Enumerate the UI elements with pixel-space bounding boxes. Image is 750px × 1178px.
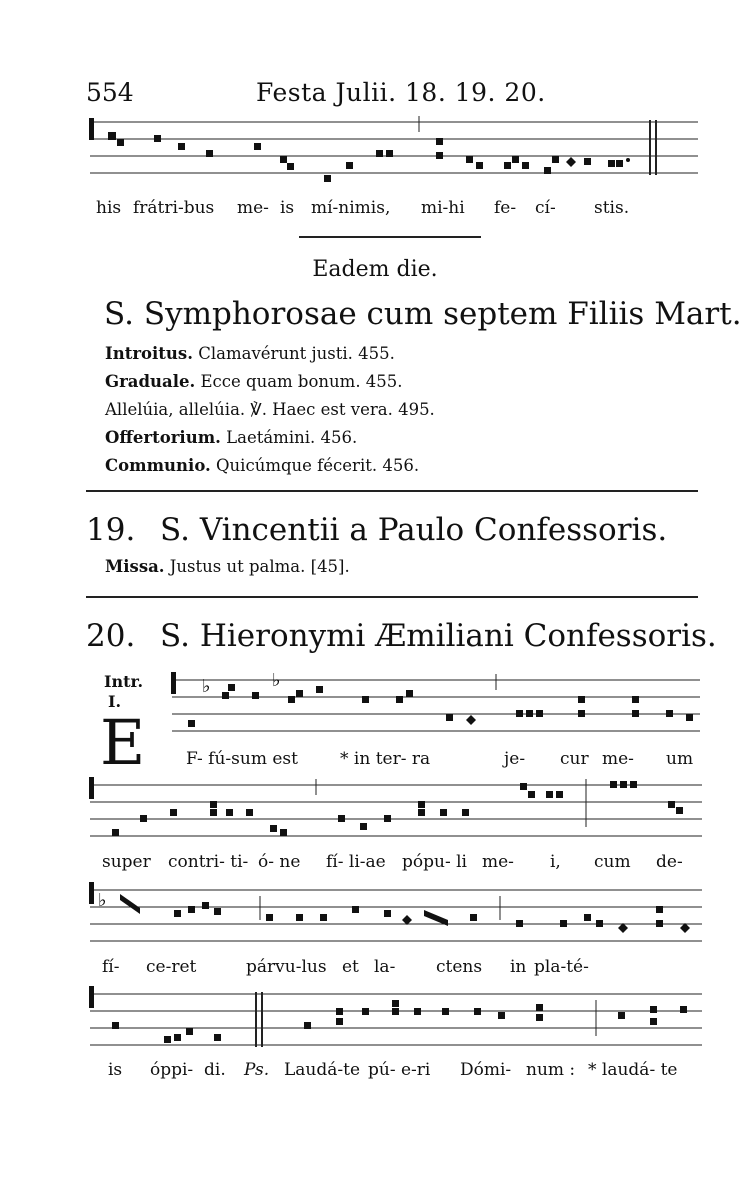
feast-20-title: S. Hieronymi Æmiliani Confessoris.	[160, 618, 717, 654]
syllable: óppi-	[150, 1060, 194, 1080]
syllable: his	[96, 198, 122, 218]
feast-19-number: 19.	[86, 512, 136, 548]
syllable: je-	[504, 749, 526, 769]
syllable: mi-hi	[421, 198, 465, 218]
syllable: pópu- li	[402, 852, 467, 872]
chant-staff-3	[84, 775, 708, 849]
syllable: ce-ret	[146, 957, 197, 977]
proper-missa: Missa. Justus ut palma. [45].	[105, 557, 350, 576]
proper-alleluia: Allelúia, allelúia. ℣. Haec est vera. 495.	[105, 400, 435, 419]
section-divider	[86, 490, 698, 492]
introit-label: Intr.	[104, 672, 144, 691]
syllable: um	[666, 749, 694, 769]
chant-staff-5	[84, 984, 708, 1058]
c-clef-icon	[171, 672, 176, 694]
c-clef-icon	[89, 777, 94, 799]
syllable: Dómi-	[460, 1060, 512, 1080]
section-heading: Eadem die.	[312, 257, 438, 282]
syllable: me-	[237, 198, 269, 218]
chant-staff-top	[84, 112, 704, 192]
flat-icon: ♭	[98, 890, 107, 911]
syllable: fí-	[102, 957, 120, 977]
syllable: i,	[550, 852, 561, 872]
running-title: Festa Julii. 18. 19. 20.	[256, 78, 546, 107]
psalm-label: Ps.	[244, 1060, 270, 1080]
drop-initial: E	[100, 706, 146, 779]
syllable: me-	[482, 852, 514, 872]
syllable: fe-	[494, 198, 517, 218]
syllable: stis.	[594, 198, 630, 218]
syllable: pla-té-	[534, 957, 589, 977]
c-clef-icon	[89, 986, 94, 1008]
proper-communio: Communio. Quicúmque fécerit. 456.	[105, 456, 420, 475]
flat-icon: ♭	[202, 676, 211, 697]
feast-19-title: S. Vincentii a Paulo Confessoris.	[160, 512, 668, 548]
syllable: me-	[602, 749, 634, 769]
flat-icon: ♭	[272, 670, 281, 691]
syllable: super	[102, 852, 151, 872]
syllable: et	[342, 957, 359, 977]
syllable: pú- e-ri	[368, 1060, 431, 1080]
syllable: párvu-lus	[246, 957, 327, 977]
syllable: fí- li-ae	[326, 852, 386, 872]
syllable: is	[108, 1060, 123, 1080]
page-number: 554	[86, 78, 134, 107]
chant-staff-4	[84, 880, 708, 954]
syllable: de-	[656, 852, 683, 872]
syllable: ctens	[436, 957, 483, 977]
proper-offertorium: Offertorium. Laetámini. 456.	[105, 428, 358, 447]
syllable: cí-	[535, 198, 556, 218]
proper-introitus: Introitus. Clamavérunt justi. 455.	[105, 344, 395, 363]
syllable: cum	[594, 852, 631, 872]
syllable: is	[280, 198, 295, 218]
section-divider	[86, 596, 698, 598]
short-divider	[299, 236, 481, 238]
syllable: contri- ti-	[168, 852, 249, 872]
syllable: la-	[374, 957, 396, 977]
syllable: in	[510, 957, 527, 977]
syllable: num :	[526, 1060, 576, 1080]
c-clef-icon	[89, 882, 94, 904]
syllable: F- fú-sum est	[186, 749, 298, 769]
syllable: di.	[204, 1060, 226, 1080]
introit-mode: I.	[108, 692, 122, 711]
syllable: ó- ne	[258, 852, 301, 872]
syllable: * in ter- ra	[340, 749, 431, 769]
proper-graduale: Graduale. Ecce quam bonum. 455.	[105, 372, 403, 391]
feast-20-number: 20.	[86, 618, 136, 654]
syllable: * laudá- te	[588, 1060, 678, 1080]
c-clef-icon	[89, 118, 94, 140]
syllable: frátri-bus	[133, 198, 215, 218]
syllable: cur	[560, 749, 589, 769]
chant-staff-2	[166, 670, 706, 750]
feast-title: S. Symphorosae cum septem Filiis Mart.	[104, 296, 742, 332]
syllable: mí-nimis,	[311, 198, 391, 218]
syllable: Laudá-te	[284, 1060, 361, 1080]
